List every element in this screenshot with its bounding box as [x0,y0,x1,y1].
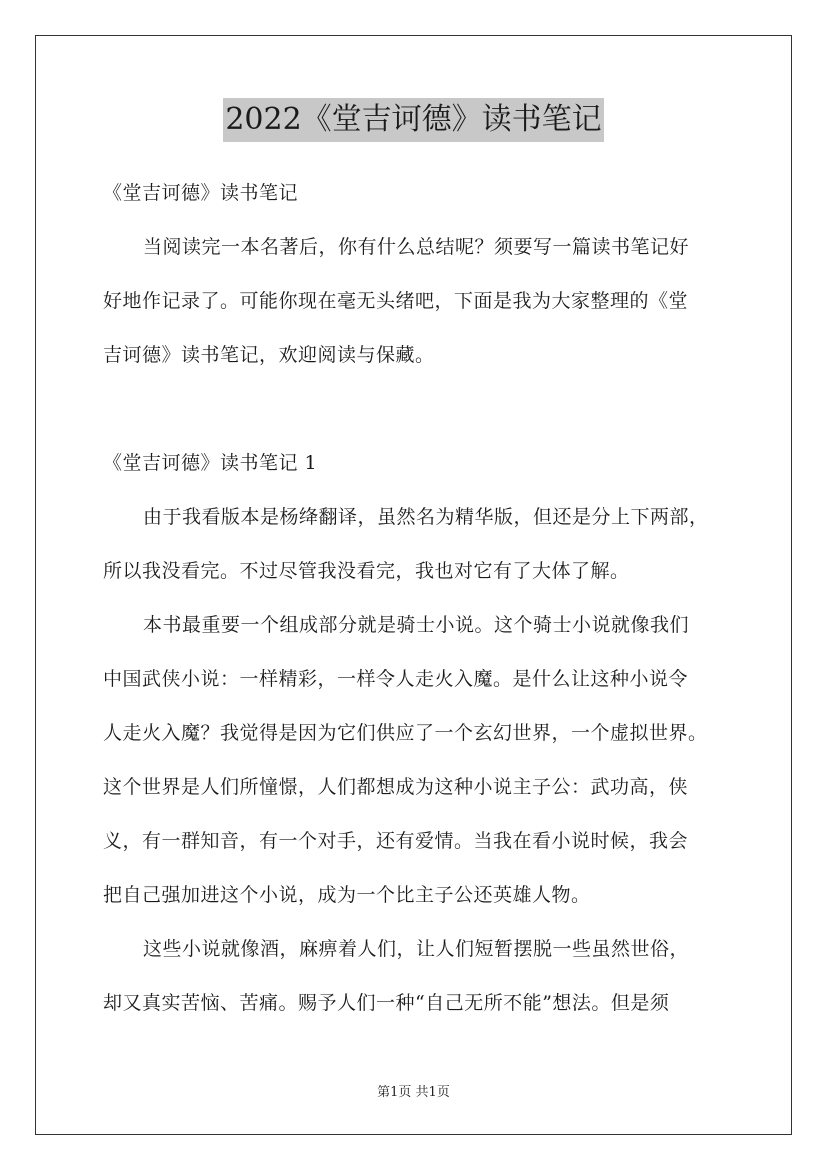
body-line-13: 这些小说就像酒，麻痹着人们，让人们短暂摆脱一些虽然世俗， [143,938,690,960]
body-line-6: 所以我没看完。不过尽管我没看完，我也对它有了大体了解。 [103,560,630,582]
body-line-7: 本书最重要一个组成部分就是骑士小说。这个骑士小说就像我们 [143,614,690,636]
body-line-0: 《堂吉诃德》读书笔记 [103,182,299,204]
body-line-1: 当阅读完一本名著后，你有什么总结呢？须要写一篇读书笔记好 [143,236,690,258]
body-line-2: 好地作记录了。可能你现在毫无头绪吧，下面是我为大家整理的《堂 [103,290,689,312]
page-footer: 第1页 共1页 [377,1085,450,1100]
body-line-12: 把自己强加进这个小说，成为一个比主子公还英雄人物。 [103,884,591,906]
body-line-3: 吉诃德》读书笔记，欢迎阅读与保藏。 [103,344,435,366]
document-body [103,166,728,1030]
body-line-11: 义，有一群知音，有一个对手，还有爱情。当我在看小说时候，我会 [103,830,689,852]
body-line-9: 人走火入魔？我觉得是因为它们供应了一个玄幻世界，一个虚拟世界。 [103,722,708,744]
body-line-14: 却又真实苦恼、苦痛。赐予人们一种“自己无所不能”想法。但是须 [103,992,670,1014]
body-line-8: 中国武侠小说：一样精彩，一样令人走火入魔。是什么让这种小说令 [103,668,689,690]
title-container [0,98,827,142]
paragraph-gap [103,382,728,436]
body-line-5: 由于我看版本是杨绛翻译，虽然名为精华版，但还是分上下两部， [143,506,709,528]
body-line-4: 《堂吉诃德》读书笔记 1 [103,452,318,474]
body-line-10: 这个世界是人们所憧憬，人们都想成为这种小说主子公：武功高，侠 [103,776,689,798]
document-title: 2022《堂吉诃德》读书笔记 [223,98,603,142]
